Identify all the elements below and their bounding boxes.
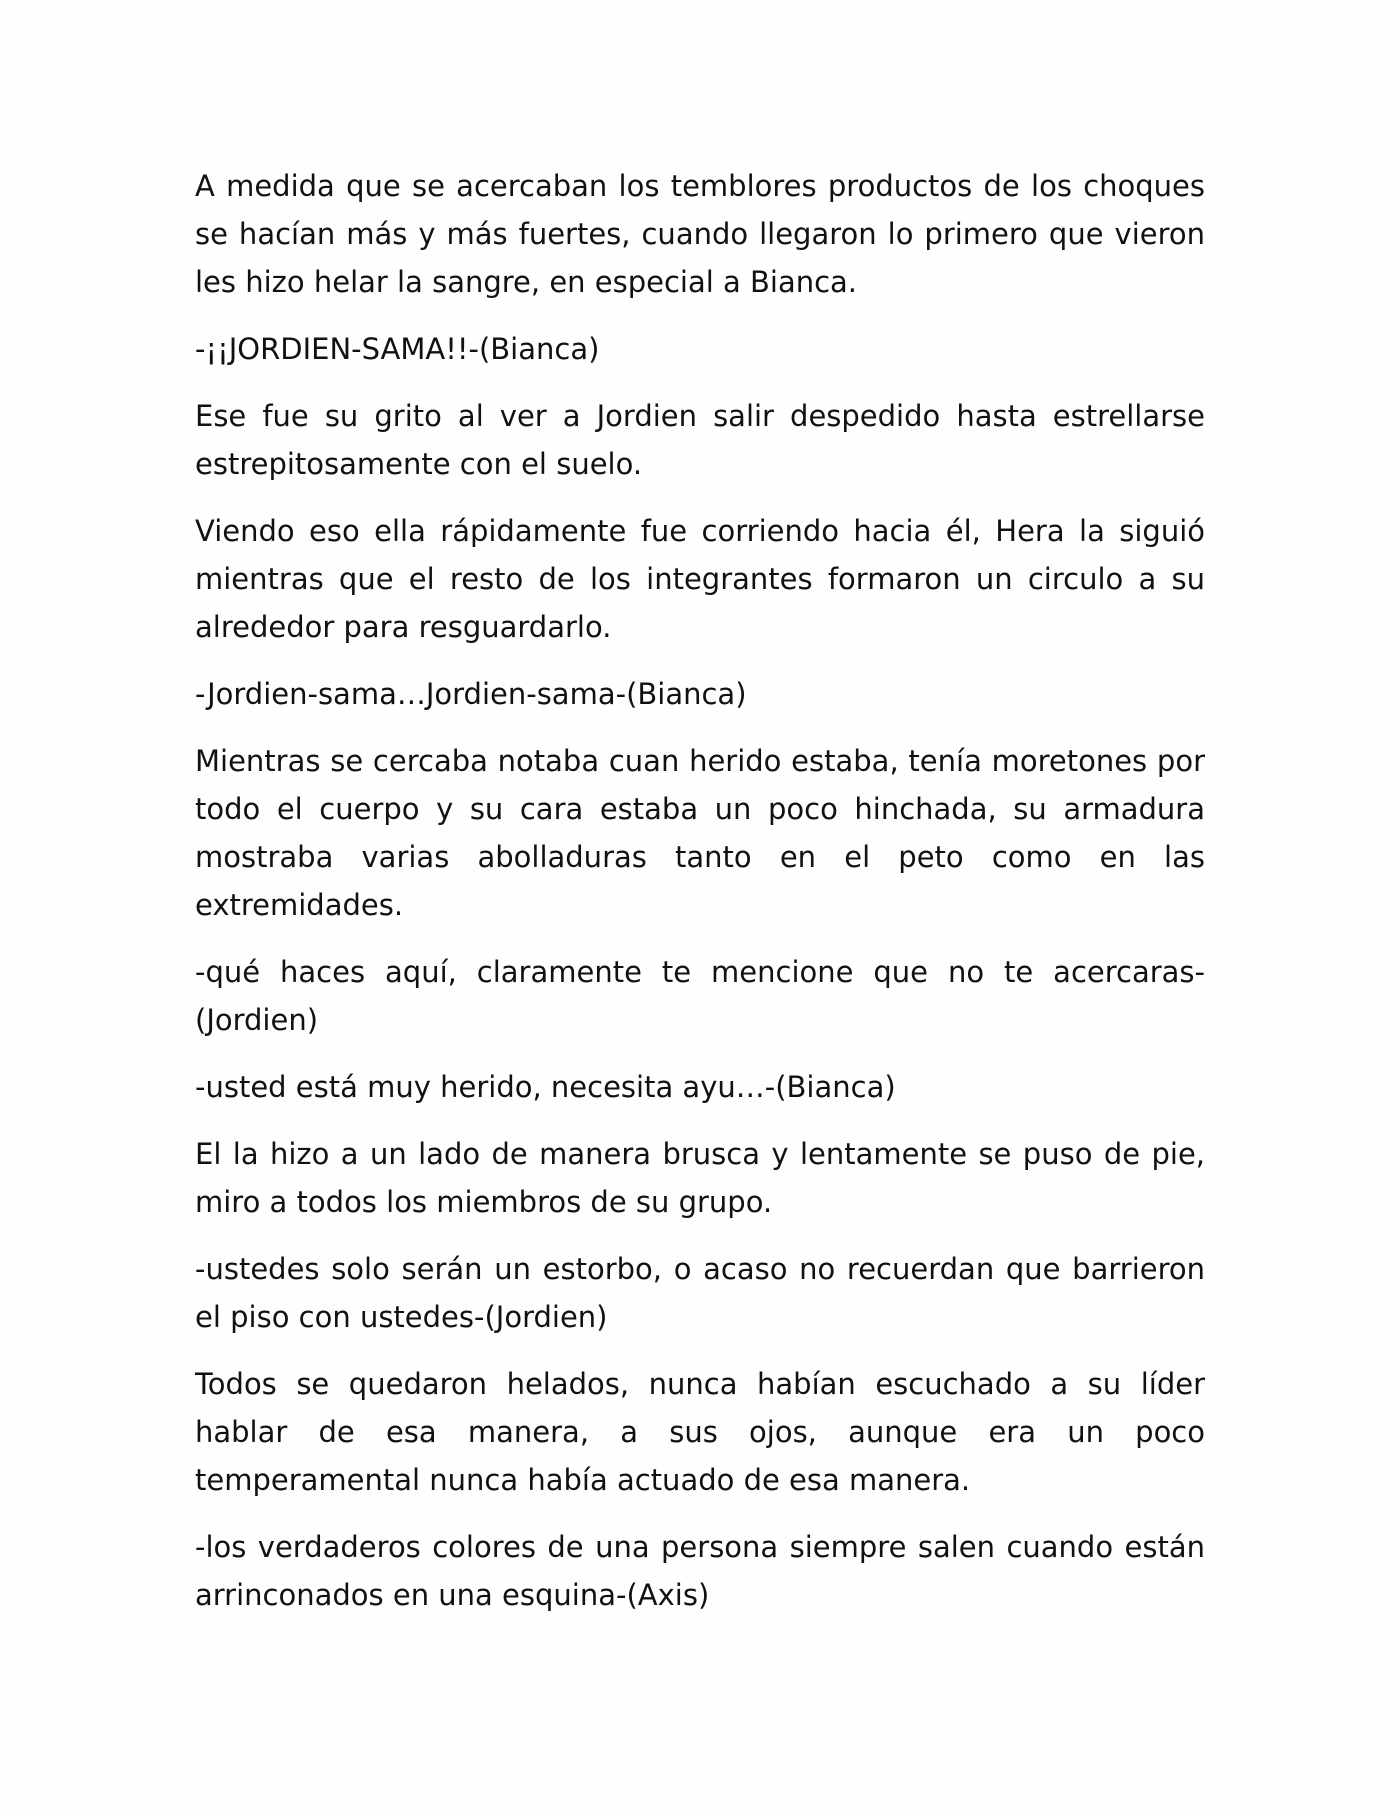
- paragraph-narration: Ese fue su grito al ver a Jordien salir despedido hasta estrellarse estrepitosamente con el suelo.: [195, 399, 1205, 481]
- paragraph-narration: Todos se quedaron helados, nunca habían escuchado a su líder hablar de esa manera, a sus ojos, aunque era un poco temperamental nunca había actuado de esa manera.: [195, 1367, 1205, 1497]
- paragraph-dialogue: -ustedes solo serán un estorbo, o acaso no recuerdan que barrieron el piso con ustedes-(Jordien): [195, 1252, 1205, 1334]
- page-body: [195, 162, 1205, 1638]
- paragraph-dialogue: -qué haces aquí, claramente te mencione que no te acercaras-(Jordien): [195, 955, 1205, 1037]
- paragraph-dialogue: -¡¡JORDIEN-SAMA!!-(Bianca): [195, 332, 600, 366]
- paragraph-dialogue: -los verdaderos colores de una persona siempre salen cuando están arrinconados en una esquina-(Axis): [195, 1530, 1205, 1612]
- paragraph-narration: Viendo eso ella rápidamente fue corriendo hacia él, Hera la siguió mientras que el resto de los integrantes formaron un circulo a su alrededor para resguardarlo.: [195, 514, 1205, 644]
- paragraph-narration: Mientras se cercaba notaba cuan herido estaba, tenía moretones por todo el cuerpo y su cara estaba un poco hinchada, su armadura mostraba varias abolladuras tanto en el peto como en las extremidades.: [195, 744, 1205, 922]
- paragraph-narration: El la hizo a un lado de manera brusca y lentamente se puso de pie, miro a todos los miembros de su grupo.: [195, 1137, 1205, 1219]
- paragraph-dialogue: -Jordien-sama…Jordien-sama-(Bianca): [195, 677, 747, 711]
- paragraph-dialogue: -usted está muy herido, necesita ayu…-(Bianca): [195, 1070, 896, 1104]
- paragraph-narration: A medida que se acercaban los temblores productos de los choques se hacían más y más fuertes, cuando llegaron lo primero que vieron les hizo helar la sangre, en especial a Bianca.: [195, 169, 1205, 299]
